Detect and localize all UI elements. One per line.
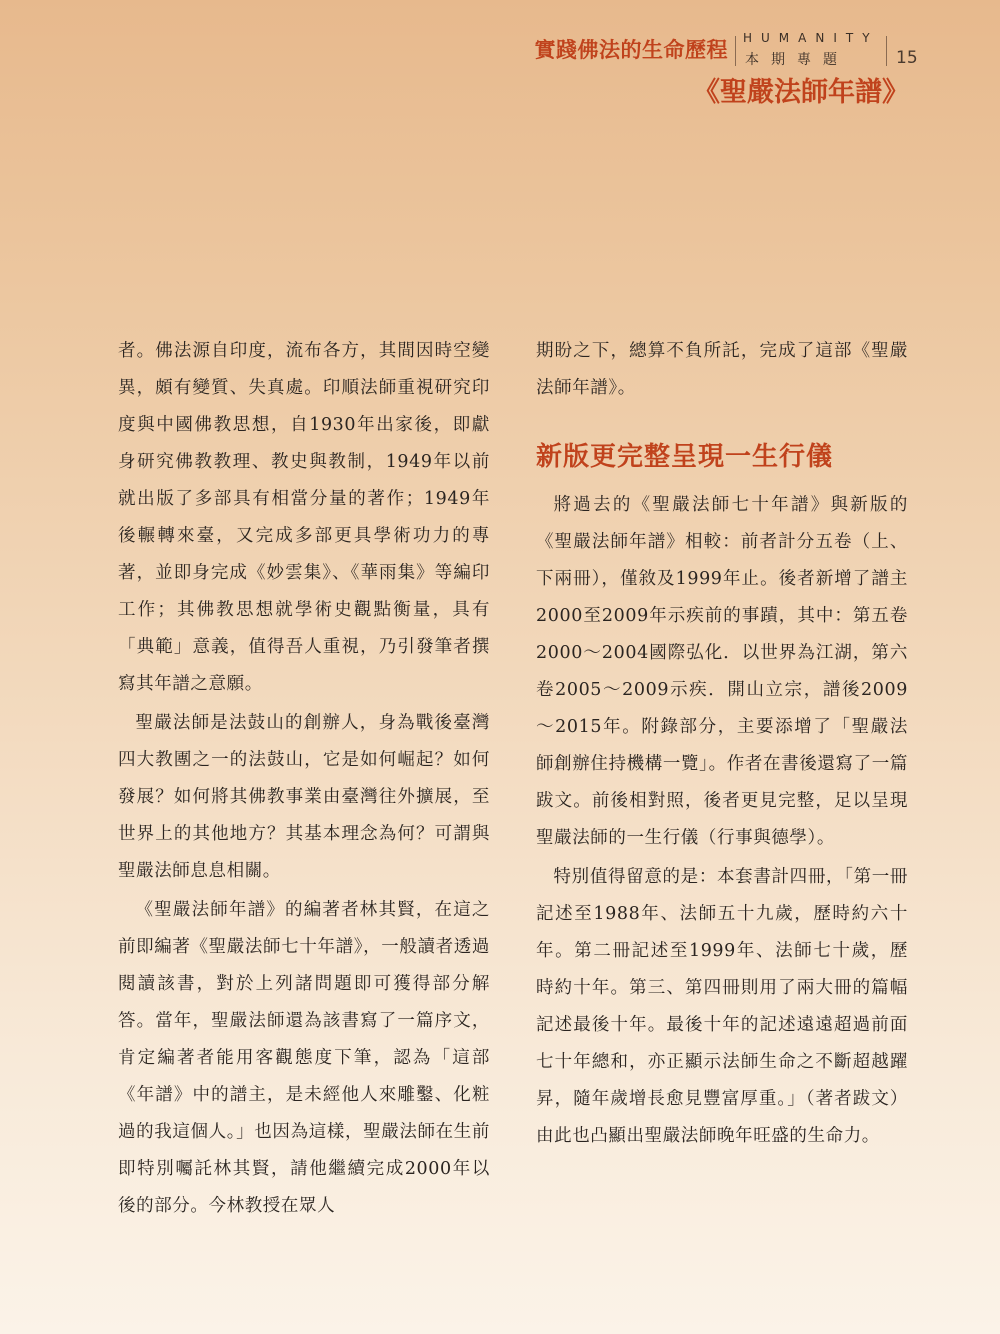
page-number: 15 bbox=[896, 48, 918, 68]
paragraph: 將過去的《聖嚴法師七十年譜》與新版的《聖嚴法師年譜》相較：前者計分五卷（上、下兩冊），僅敘及1999年止。後者新增了譜主2000至2009年示疾前的事蹟，其中：第五卷2000～2004國際弘化．以世界為江湖，第六卷2005～2009示疾．開山立宗，譜後2009～2015年。附錄部分，主要添增了「聖嚴法師創辦住持機構一覽」。作者在書後還寫了一篇跋文。前後相對照，後者更見完整，足以呈現聖嚴法師的一生行儀（行事與德學）。 bbox=[536, 495, 908, 848]
page-header bbox=[0, 0, 1000, 120]
paragraph: 《聖嚴法師年譜》的編著者林其賢，在這之前即編著《聖嚴法師七十年譜》，一般讀者透過閱讀該書，對於上列諸問題即可獲得部分解答。當年，聖嚴法師還為該書寫了一篇序文，肯定編著者能用客觀態度下筆，認為「這部《年譜》中的譜主，是未經他人來雕鑿、化粧過的我這個人。」也因為這樣，聖嚴法師在生前即特別囑託林其賢，請他繼續完成2000年以後的部分。今林教授在眾人 bbox=[118, 900, 490, 1216]
paragraph: 者。佛法源自印度，流布各方，其間因時空變異，頗有變質、失真處。印順法師重視研究印度與中國佛教思想，自1930年出家後，即獻身研究佛教教理、教史與教制，1949年以前就出版了多部具有相當分量的著作；1949年後輾轉來臺，又完成多部更具學術功力的專著，並即身完成《妙雲集》、《華雨集》等編印工作；其佛教思想就學術史觀點衡量，具有「典範」意義，值得吾人重視，乃引發筆者撰寫其年譜之意願。 bbox=[118, 341, 490, 694]
magazine-name: HUMANITY bbox=[743, 31, 879, 45]
book-title: 《聖嚴法師年譜》 bbox=[693, 77, 909, 108]
section-heading: 新版更完整呈現一生行儀 bbox=[536, 442, 834, 472]
column-label: 本期專題 bbox=[745, 52, 849, 68]
header-divider bbox=[735, 36, 736, 66]
series-title: 實踐佛法的生命歷程 bbox=[534, 37, 728, 62]
page-number-divider bbox=[886, 36, 887, 66]
paragraph: 特別值得留意的是：本套書計四冊，「第一冊記述至1988年、法師五十九歲，歷時約六十年。第二冊記述至1999年、法師七十歲，歷時約十年。第三、第四冊則用了兩大冊的篇幅記述最後十年。最後十年的記述遠遠超過前面七十年總和，亦正顯示法師生命之不斷超越躍昇，隨年歲增長愈見豐富厚重。」（著者跋文）由此也凸顯出聖嚴法師晚年旺盛的生命力。 bbox=[536, 867, 908, 1146]
right-column bbox=[536, 333, 908, 1157]
left-column bbox=[118, 333, 490, 1227]
paragraph: 期盼之下，總算不負所託，完成了這部《聖嚴法師年譜》。 bbox=[536, 341, 908, 398]
paragraph: 聖嚴法師是法鼓山的創辦人，身為戰後臺灣四大教團之一的法鼓山，它是如何崛起？如何發展？如何將其佛教事業由臺灣往外擴展，至世界上的其他地方？其基本理念為何？可謂與聖嚴法師息息相關。 bbox=[118, 713, 490, 881]
